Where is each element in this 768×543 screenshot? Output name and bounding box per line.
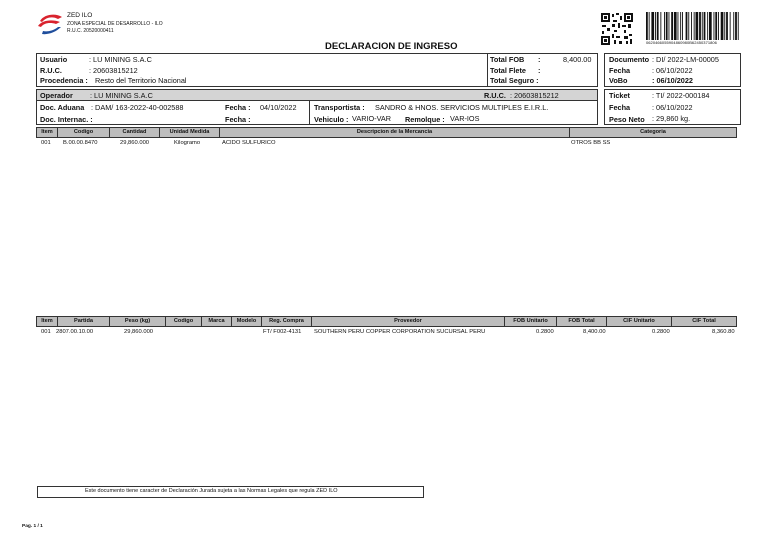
detail-col-partida: Partida xyxy=(58,317,110,326)
goods-col-item: Item xyxy=(37,128,58,137)
procedencia-label: Procedencia : xyxy=(40,76,88,85)
remolque-value: VAR-IOS xyxy=(450,114,480,123)
org-subtitle: ZONA ESPECIAL DE DESARROLLO - ILO xyxy=(67,21,163,27)
detail-row-cif-unitario: 0.2800 xyxy=(652,329,670,335)
barcode-text: 0620466055904860980B62450371806 xyxy=(646,40,717,45)
detail-table-header xyxy=(36,316,737,327)
goods-row-cantidad: 29,860.000 xyxy=(120,140,150,146)
goods-col-unidad: Unidad Medida xyxy=(160,128,220,137)
org-name: ZED ILO xyxy=(67,12,93,19)
doc-internac-label: Doc. Internac. : xyxy=(40,115,93,124)
detail-row-fob-total: 8,400.00 xyxy=(583,329,606,335)
ruc-value: : 20603815212 xyxy=(89,66,138,75)
doc-aduana-label: Doc. Aduana xyxy=(40,103,85,112)
org-ruc: R.U.C. 20520000411 xyxy=(67,28,114,34)
goods-row-categoria: OTROS BB SS xyxy=(571,140,611,146)
total-seguro-label: Total Seguro : xyxy=(490,76,539,85)
zed-logo xyxy=(36,12,64,36)
operador-ruc-value: : 20603815212 xyxy=(510,91,559,100)
goods-col-descripcion: Descripcion de la Mercancia xyxy=(220,128,570,137)
goods-col-categoria: Categoria xyxy=(640,129,666,135)
footer-note: Este documento tiene caracter de Declaración Jurada sujeta a las Normas Legales que regula ZED ILO xyxy=(85,488,338,494)
vobo-label: VoBo xyxy=(609,76,628,85)
document-title: DECLARACION DE INGRESO xyxy=(325,41,458,52)
detail-row-cif-total: 8,360.80 xyxy=(712,329,735,335)
ticket-fecha-value: : 06/10/2022 xyxy=(652,103,693,112)
operador-label: Operador xyxy=(40,91,73,100)
remolque-label: Remolque : xyxy=(405,115,445,124)
transportista-label: Transportista : xyxy=(314,103,365,112)
detail-col-item: Item xyxy=(37,317,58,326)
operador-value: : LU MINING S.A.C xyxy=(90,91,153,100)
detail-row-proveedor: SOUTHERN PERU COPPER CORPORATION SUCURSAL PERU xyxy=(314,329,486,335)
documento-value: : DI/ 2022-LM-00005 xyxy=(652,55,719,64)
fecha-value: : 06/10/2022 xyxy=(652,66,693,75)
vehiculo-label: Vehiculo : xyxy=(314,115,349,124)
usuario-label: Usuario xyxy=(40,55,68,64)
ticket-fecha-label: Fecha xyxy=(609,103,631,112)
goods-row-descripcion: ACIDO SULFURICO xyxy=(222,140,276,146)
total-fob-label: Total FOB xyxy=(490,55,525,64)
procedencia-value: Resto del Territorio Nacional xyxy=(95,76,187,85)
goods-col-cantidad: Cantidad xyxy=(110,128,160,137)
detail-col-reg-compra: Reg. Compra xyxy=(262,317,312,326)
page-number: Pag. 1 / 1 xyxy=(22,524,43,529)
detail-col-fob-unitario: FOB Unitario xyxy=(505,317,557,326)
detail-col-peso: Peso (kg) xyxy=(110,317,166,326)
detail-row-fob-unitario: 0.2800 xyxy=(536,329,554,335)
detail-row-item: 001 xyxy=(41,329,51,335)
detail-col-cif-unitario: CIF Unitario xyxy=(607,317,672,326)
vobo-value: : 06/10/2022 xyxy=(652,76,693,85)
peso-neto-value: : 29,860 kg. xyxy=(652,114,691,123)
detail-row-partida: 2807.00.10.00 xyxy=(56,329,94,335)
usuario-value: : LU MINING S.A.C xyxy=(89,55,152,64)
detail-col-marca: Marca xyxy=(202,317,232,326)
goods-table-header xyxy=(36,127,737,138)
fecha-aduana-label: Fecha : xyxy=(225,103,251,112)
detail-row-peso: 29,860.000 xyxy=(124,329,154,335)
qr-code xyxy=(600,12,634,46)
total-fob-colon: : xyxy=(538,55,541,64)
vehiculo-value: VARIO-VAR xyxy=(352,114,392,123)
fecha-aduana-value: 04/10/2022 xyxy=(260,103,297,112)
detail-col-fob-total: FOB Total xyxy=(557,317,607,326)
detail-col-cif-total: CIF Total xyxy=(692,318,716,324)
detail-col-codigo: Codigo xyxy=(166,317,202,326)
doc-aduana-value: : DAM/ 163-2022-40-002588 xyxy=(91,103,184,112)
detail-row-reg-compra: FT/ F002-4131 xyxy=(263,329,302,335)
peso-neto-label: Peso Neto xyxy=(609,115,645,124)
barcode xyxy=(646,12,739,40)
transportista-value: SANDRO & HNOS. SERVICIOS MULTIPLES E.I.R.L. xyxy=(375,103,549,112)
goods-row-item: 001 xyxy=(41,140,51,146)
ticket-value: : TI/ 2022-000184 xyxy=(652,91,710,100)
total-flete-label: Total Flete xyxy=(490,66,526,75)
goods-row-unidad: Kilogramo xyxy=(174,140,201,146)
goods-row-codigo: B.00.00.8470 xyxy=(63,140,98,146)
ticket-label: Ticket xyxy=(609,91,630,100)
detail-col-proveedor: Proveedor xyxy=(312,317,505,326)
operador-divider xyxy=(309,100,310,125)
detail-col-modelo: Modelo xyxy=(232,317,262,326)
goods-col-codigo: Codigo xyxy=(58,128,110,137)
fecha-label: Fecha xyxy=(609,66,631,75)
operador-ruc-label: R.U.C. xyxy=(484,91,506,100)
ruc-label: R.U.C. xyxy=(40,66,62,75)
fecha-internac-label: Fecha : xyxy=(225,115,251,124)
total-fob-value: 8,400.00 xyxy=(563,55,592,64)
total-flete-colon: : xyxy=(538,66,541,75)
documento-label: Documento xyxy=(609,55,650,64)
